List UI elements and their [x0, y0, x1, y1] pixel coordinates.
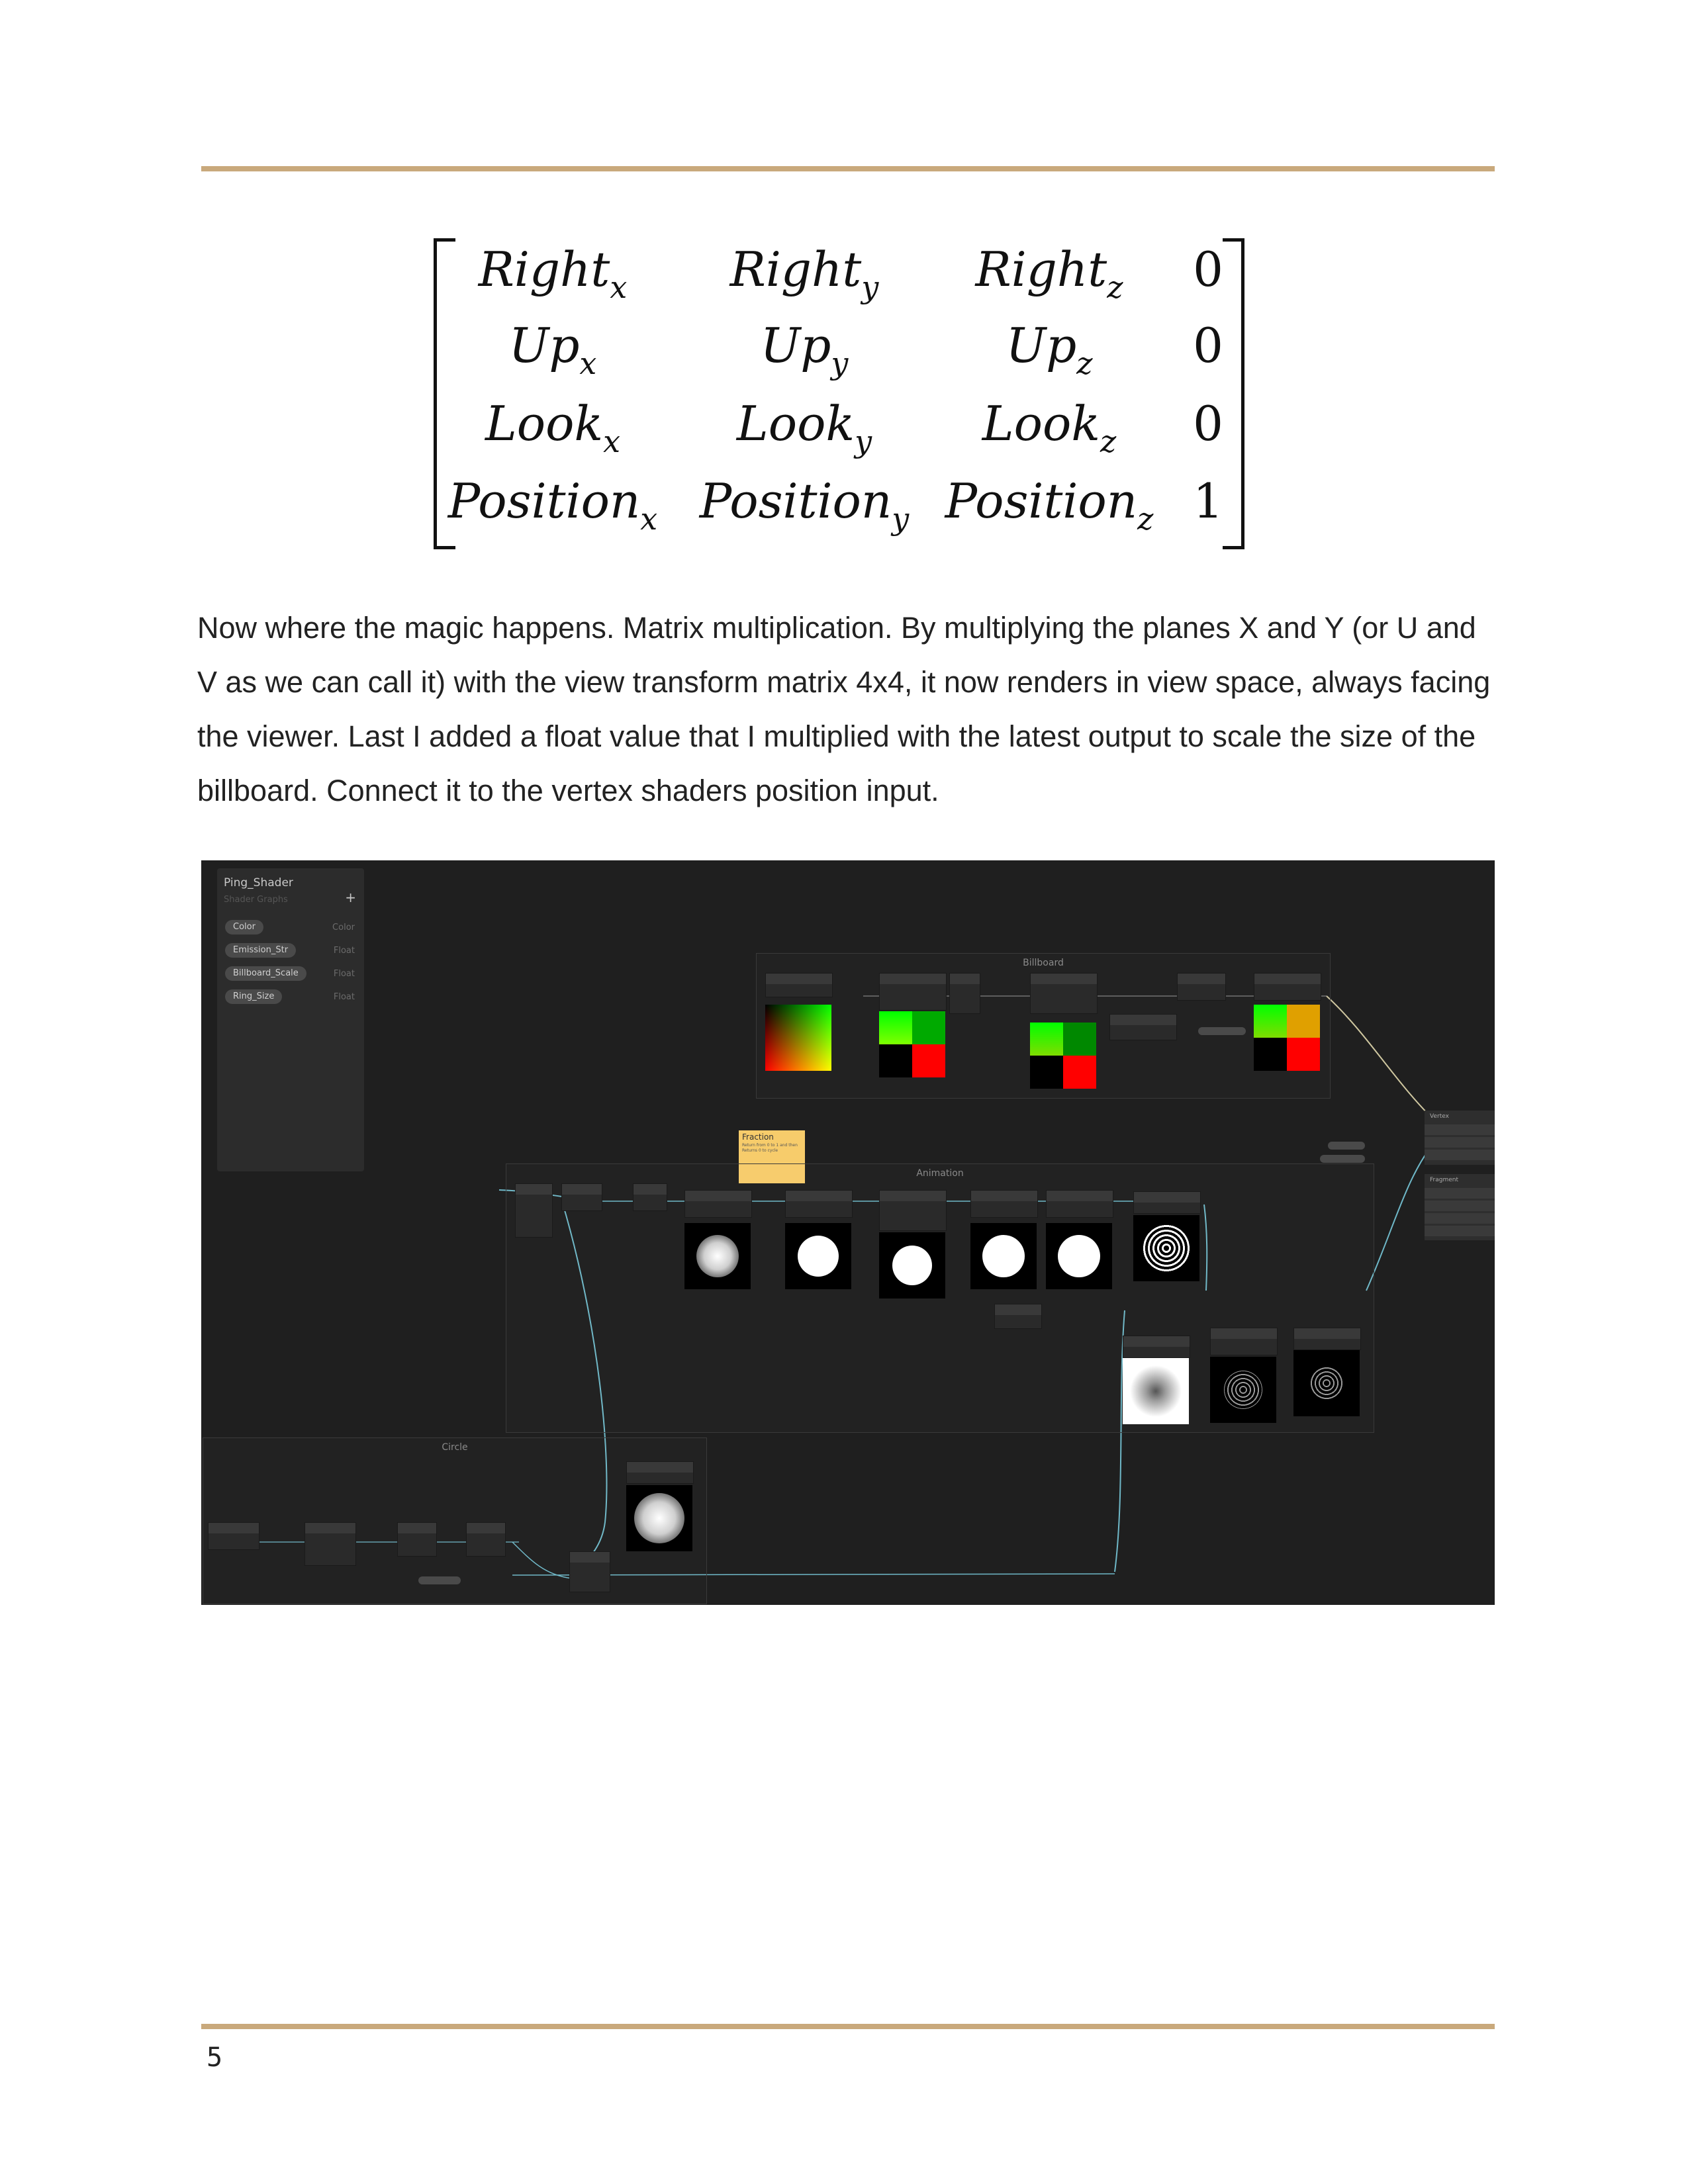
matrix-cell-base: Up — [760, 318, 831, 373]
matrix-cell-subscript: z — [1137, 501, 1154, 537]
multiply-node[interactable] — [785, 1190, 853, 1218]
matrix-cell-base: Position — [699, 473, 892, 529]
property-pill[interactable]: Emission_Str — [225, 943, 296, 958]
vector-node[interactable] — [879, 973, 947, 1011]
matrix-cell — [975, 242, 1123, 305]
subtract-node[interactable] — [633, 1183, 667, 1211]
subtract-node[interactable] — [466, 1522, 506, 1557]
page-number: 5 — [207, 2042, 223, 2073]
distance-node[interactable] — [397, 1522, 437, 1557]
clamp-preview — [879, 1232, 945, 1298]
split-preview — [879, 1011, 945, 1077]
combine-preview — [1030, 1023, 1096, 1089]
saturate-node[interactable] — [1293, 1328, 1361, 1350]
matrix-cell — [478, 242, 628, 305]
matrix-cell — [760, 318, 849, 381]
add-preview — [684, 1223, 751, 1289]
matrix-cell-base: Up — [1006, 318, 1077, 373]
matrix-cell-base: Look — [982, 396, 1100, 451]
subtract-preview — [1210, 1357, 1276, 1423]
matrix-cell-base: Look — [485, 396, 604, 451]
one-minus-preview — [626, 1485, 692, 1551]
matrix-cell — [1193, 396, 1223, 451]
sticky-note-title: Fraction — [742, 1132, 774, 1142]
matrix-cell — [1193, 318, 1223, 373]
matrix-cell — [1193, 242, 1223, 297]
property-type: Float — [333, 969, 355, 979]
combine-node[interactable] — [1030, 973, 1098, 1014]
billboard-scale-pill[interactable] — [1198, 1027, 1246, 1035]
multiply-node[interactable] — [1177, 973, 1226, 1001]
constant-node[interactable] — [994, 1304, 1042, 1329]
color-property-pill[interactable] — [1328, 1142, 1365, 1150]
matrix-cell — [447, 473, 658, 537]
blackboard-title: Ping_Shader — [224, 876, 293, 889]
sine-node[interactable] — [1133, 1191, 1201, 1214]
blackboard-panel — [217, 868, 364, 1171]
vertex-label: Vertex — [1430, 1113, 1449, 1120]
remap-preview — [1123, 1358, 1189, 1424]
matrix-cell-subscript: x — [579, 345, 597, 381]
matrix-cell-subscript: y — [861, 269, 879, 305]
remap-node[interactable] — [1123, 1336, 1190, 1358]
matrix-cell-base: Position — [945, 473, 1138, 529]
sticky-note-body: Return from 0 to 1 and then Returns 0 to cycle — [742, 1143, 798, 1153]
matrix-cell — [982, 396, 1117, 459]
matrix-cell-base: Right — [975, 242, 1107, 297]
top-rule — [201, 166, 1495, 171]
time-node[interactable] — [515, 1183, 553, 1238]
fragment-label: Fragment — [1430, 1177, 1458, 1183]
fragment-master-node[interactable] — [1425, 1174, 1495, 1240]
matrix-cell-base: Right — [729, 242, 862, 297]
blackboard-subtitle: Shader Graphs — [224, 895, 288, 905]
multiply-preview — [1254, 1005, 1320, 1071]
multiply-preview — [785, 1223, 851, 1289]
matrix-cell — [485, 396, 621, 459]
uv-node[interactable] — [208, 1522, 259, 1550]
multiply-preview — [970, 1223, 1037, 1289]
matrix-cell-base: 1 — [1193, 473, 1223, 529]
tiling-and-offset-node[interactable] — [305, 1522, 356, 1566]
matrix-cell-base: Up — [508, 318, 580, 373]
bottom-rule — [201, 2024, 1495, 2029]
matrix-cell-subscript: z — [1100, 424, 1117, 459]
matrix-cell-subscript: y — [831, 345, 849, 381]
matrix-cell — [1006, 318, 1093, 381]
saturate-preview — [1293, 1350, 1360, 1416]
matrix-cell — [699, 473, 910, 537]
multiply-node[interactable] — [1254, 973, 1321, 1001]
property-type: Float — [333, 946, 355, 956]
matrix-cell-base: Look — [736, 396, 855, 451]
matrix-cell-subscript: y — [855, 424, 872, 459]
matrix-cell — [945, 473, 1154, 537]
matrix-cell — [1193, 473, 1223, 529]
add-node[interactable] — [684, 1190, 752, 1218]
property-type: Color — [332, 923, 355, 933]
uv-preview — [765, 1005, 831, 1071]
fraction-node[interactable] — [561, 1183, 602, 1211]
matrix-cell-base: 0 — [1193, 318, 1223, 373]
view-matrix — [434, 238, 1244, 543]
circle-group-title: Circle — [442, 1442, 468, 1453]
animation-group-title: Animation — [916, 1168, 964, 1179]
clamp-node[interactable] — [879, 1190, 947, 1231]
matrix-cell-base: 0 — [1193, 396, 1223, 451]
subtract-node[interactable] — [1210, 1328, 1278, 1355]
property-pill[interactable]: Billboard_Scale — [225, 966, 306, 981]
one-minus-node[interactable] — [626, 1461, 694, 1484]
matrix-cell-subscript: x — [603, 424, 621, 459]
transformation-matrix-node[interactable] — [1109, 1014, 1177, 1040]
shader-graph-screenshot — [201, 860, 1495, 1605]
multiply-preview — [1046, 1223, 1112, 1289]
matrix-cell — [736, 396, 872, 459]
add-property-button[interactable]: + — [345, 889, 356, 905]
multiply-node[interactable] — [569, 1551, 610, 1592]
property-pill[interactable]: Ring_Size — [225, 989, 282, 1004]
body-paragraph: Now where the magic happens. Matrix multiplication. By multiplying the planes X and Y (or U and V as we can call it) with the view transform matrix 4x4, it now renders in view space, always facing the viewer. Last I added a float value that I multiplied with the latest output to scale the size of the billboard. Connect it to the vertex shaders position input. — [197, 611, 1491, 807]
matrix-cell — [508, 318, 597, 381]
property-pill[interactable]: Color — [225, 920, 263, 934]
multiply-node[interactable] — [970, 1190, 1038, 1218]
matrix-cell-subscript: z — [1076, 345, 1093, 381]
matrix-cell-subscript: z — [1107, 269, 1123, 305]
billboard-group-title: Billboard — [1023, 958, 1064, 968]
emission-property-pill[interactable] — [1320, 1155, 1365, 1163]
matrix-right-bracket — [1223, 238, 1244, 549]
matrix-cell — [729, 242, 879, 305]
property-type: Float — [333, 992, 355, 1002]
matrix-cell-subscript: x — [640, 501, 658, 537]
multiply-node[interactable] — [1046, 1190, 1113, 1218]
uv-node[interactable] — [765, 973, 833, 997]
split-node[interactable] — [949, 973, 980, 1014]
sine-preview — [1133, 1215, 1199, 1281]
matrix-cell-base: Right — [478, 242, 610, 297]
matrix-cell-subscript: y — [892, 501, 910, 537]
matrix-cell-base: 0 — [1193, 242, 1223, 297]
matrix-cell-base: Position — [447, 473, 641, 529]
vertex-master-node[interactable] — [1425, 1111, 1495, 1165]
ring-size-pill[interactable] — [418, 1576, 461, 1584]
matrix-cell-subscript: x — [610, 269, 628, 305]
